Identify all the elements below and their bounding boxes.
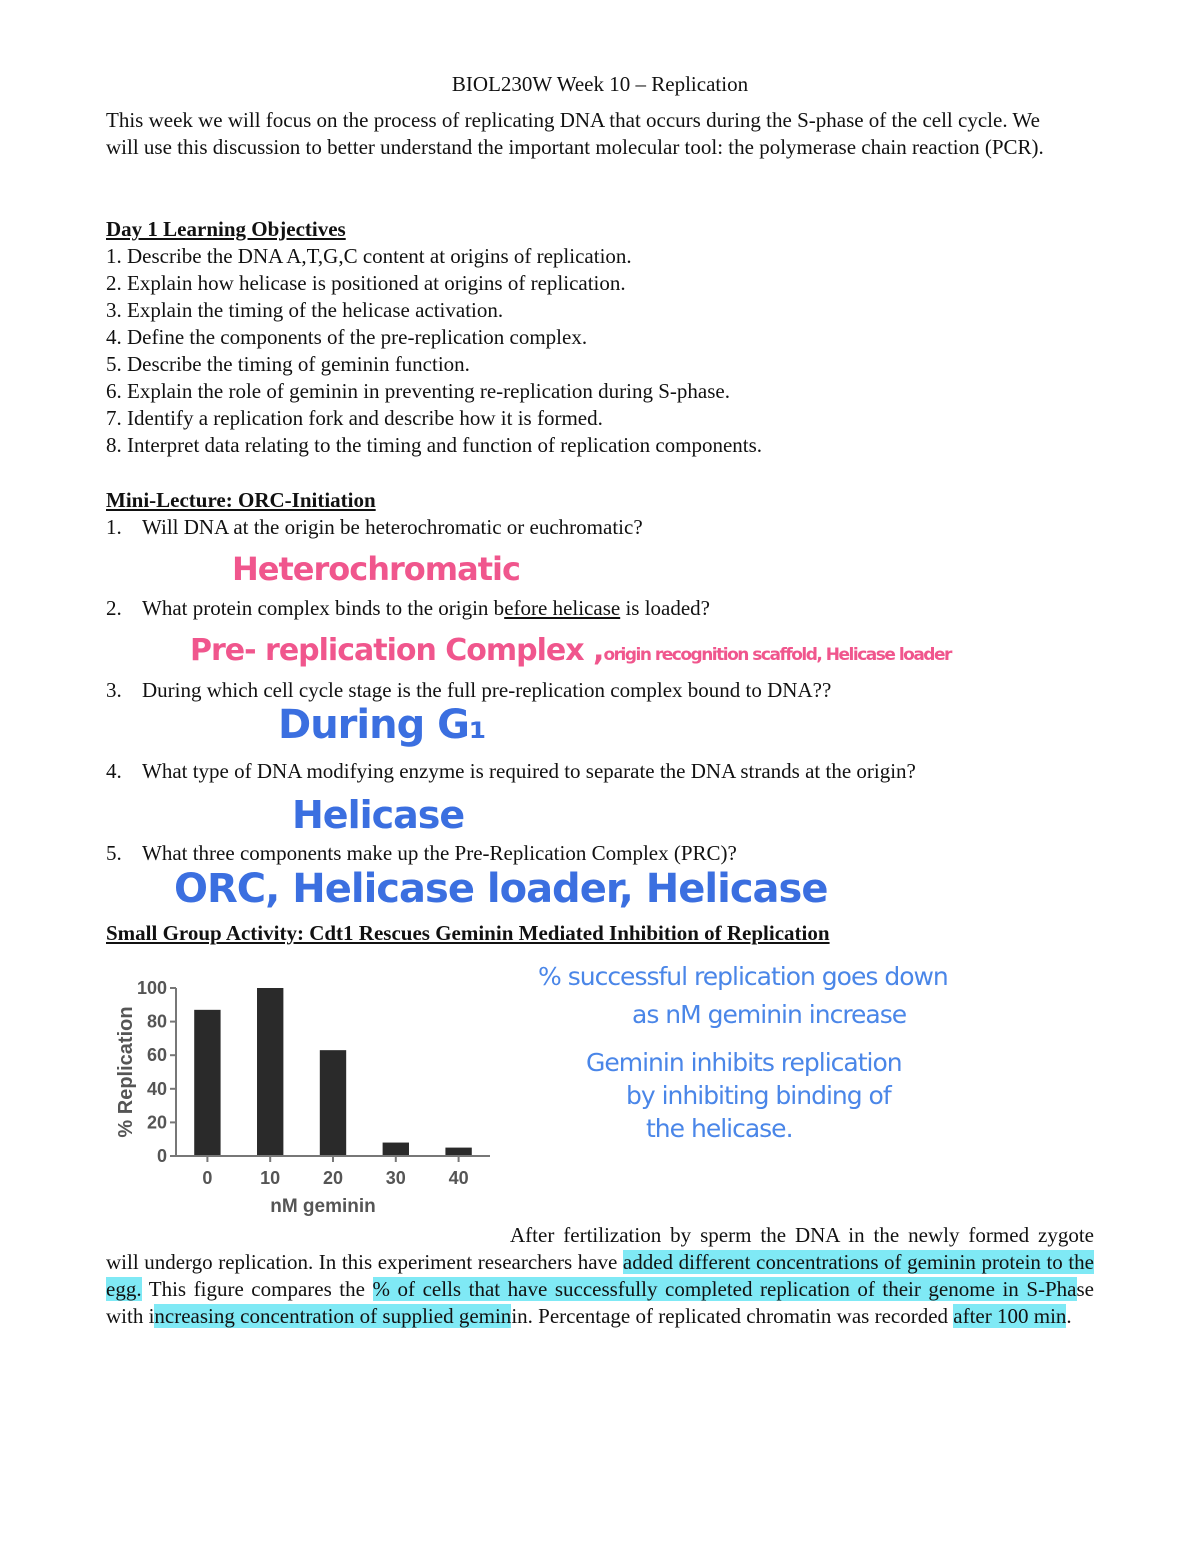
highlighted-text: % of cells that have successfully completed replication of their genome in S-Pha	[372, 1277, 1077, 1301]
question-text: Will DNA at the origin be heterochromatic or euchromatic?	[142, 515, 643, 539]
question-number: 4.	[106, 759, 122, 783]
question-text: What type of DNA modifying enzyme is required to separate the DNA strands at the origin?	[142, 759, 916, 783]
y-tick-label: 80	[146, 1011, 167, 1032]
activity-heading: Small Group Activity: Cdt1 Rescues Geminin Mediated Inhibition of Replication	[106, 921, 830, 945]
handwritten-note-1-line-2: as nM geminin increase	[632, 1000, 907, 1029]
y-tick-label: 100	[136, 978, 167, 998]
underlined-phrase: efore helicase	[504, 596, 621, 620]
question-number: 5.	[106, 841, 122, 865]
objectives-heading: Day 1 Learning Objectives	[106, 217, 346, 241]
handwritten-note-2-line-1: Geminin inhibits replication	[586, 1048, 902, 1077]
chart-bar	[257, 988, 283, 1156]
question-text: During which cell cycle stage is the full pre-replication complex bound to DNA??	[142, 678, 832, 702]
handwritten-note-1-line-1: % successful replication goes down	[538, 962, 948, 991]
paragraph-text: se with i	[106, 1277, 1094, 1328]
objective-item: 1. Describe the DNA A,T,G,C content at origins of replication.	[106, 244, 632, 268]
question-text: is loaded?	[620, 596, 711, 620]
chart-bar	[445, 1148, 471, 1156]
x-tick-label: 10	[260, 1168, 281, 1188]
y-tick-label: 0	[156, 1146, 167, 1166]
question-text: What three components make up the Pre-Replication Complex (PRC)?	[142, 841, 737, 865]
objective-item: 6. Explain the role of geminin in preventing re-replication during S-phase.	[106, 379, 730, 403]
paragraph-text: After fertilization by sperm the DNA in the newly formed zygote will undergo replication. In this experiment researchers have	[106, 1223, 1094, 1274]
question-number: 1.	[106, 515, 122, 539]
x-tick-label: 0	[202, 1168, 213, 1188]
paragraph-text: in. Percentage of replicated chromatin was recorded	[511, 1304, 954, 1328]
question-number: 3.	[106, 678, 122, 702]
y-axis-label: % Replication	[115, 1006, 137, 1138]
highlighted-text: ncreasing concentration of supplied gemin	[154, 1304, 512, 1328]
objective-item: 2. Explain how helicase is positioned at origins of replication.	[106, 271, 626, 295]
question-3	[106, 677, 831, 704]
objective-item: 8. Interpret data relating to the timing and function of replication components.	[106, 433, 763, 457]
answer-note: origin recognition scaffold, Helicase loader	[603, 645, 951, 665]
handwritten-answer-4: Helicase	[292, 793, 465, 837]
y-tick-label: 20	[146, 1112, 167, 1133]
objective-item: 5. Describe the timing of geminin function.	[106, 352, 470, 376]
objective-item: 3. Explain the timing of the helicase activation.	[106, 298, 504, 322]
objective-item: 4. Define the components of the pre-replication complex.	[106, 325, 588, 349]
x-axis-label: nM geminin	[270, 1196, 376, 1217]
answer-main: Pre- replication Complex ,	[190, 633, 604, 668]
question-5	[106, 840, 737, 867]
experiment-paragraph	[106, 1222, 1094, 1330]
x-tick-label: 30	[385, 1168, 406, 1188]
question-number: 2.	[106, 596, 122, 620]
question-2	[106, 595, 710, 622]
intro-paragraph: This week we will focus on the process of replicating DNA that occurs during the S-phase of the cell cycle. We will use this discussion to better understand the important molecular tool: the polymerase chain reaction (PCR).	[106, 108, 1044, 159]
chart-bar	[383, 1143, 409, 1156]
paragraph-text: .	[1066, 1304, 1072, 1328]
chart-bar	[320, 1050, 346, 1156]
question-4	[106, 758, 916, 785]
lecture-heading: Mini-Lecture: ORC-Initiation	[106, 488, 376, 512]
bar-chart	[106, 966, 506, 1218]
handwritten-answer-5: ORC, Helicase loader, Helicase	[174, 866, 828, 912]
highlighted-text: added different concentrations of geminin protein to the egg.	[106, 1250, 1095, 1301]
handwritten-note-2-line-2: by inhibiting binding of	[626, 1081, 891, 1110]
handwritten-note-2-line-3: the helicase.	[646, 1114, 793, 1143]
question-1	[106, 514, 643, 541]
handwritten-answer-2	[190, 633, 951, 668]
objective-item: 7. Identify a replication fork and describe how it is formed.	[106, 406, 603, 430]
y-tick-label: 40	[146, 1078, 167, 1099]
chart-bar	[194, 1010, 220, 1156]
handwritten-answer-1: Heterochromatic	[232, 550, 520, 588]
handwritten-answer-3: During G₁	[278, 702, 486, 748]
paragraph-text: This figure compares the	[141, 1277, 373, 1301]
x-tick-label: 20	[322, 1168, 344, 1188]
question-text: What protein complex binds to the origin b	[142, 596, 505, 620]
highlighted-text: after 100 min	[953, 1304, 1067, 1328]
document-title: BIOL230W Week 10 – Replication	[451, 72, 749, 96]
x-tick-label: 40	[448, 1168, 469, 1188]
y-tick-label: 60	[146, 1045, 167, 1066]
